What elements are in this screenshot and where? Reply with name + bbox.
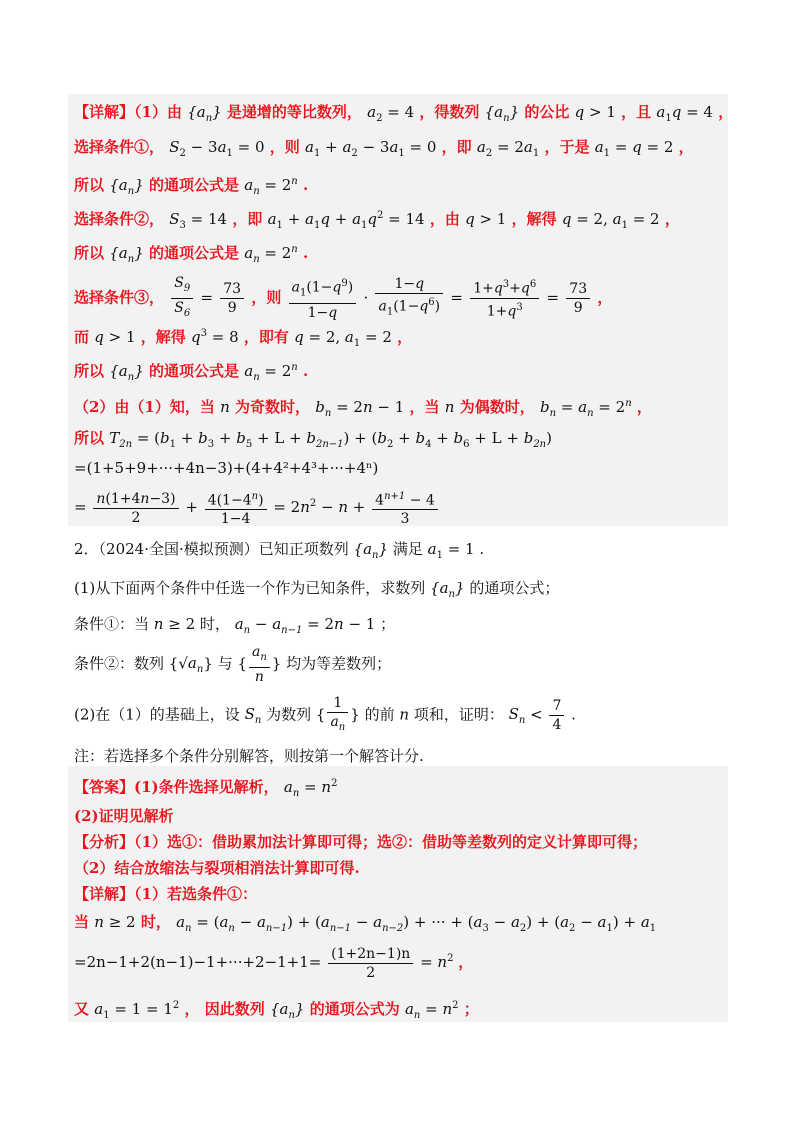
text: ，则 xyxy=(251,288,282,307)
text: (2)在（1）的基础上，设 xyxy=(74,705,240,724)
text: . xyxy=(479,540,485,558)
text: ， 因此数列 xyxy=(184,1000,265,1018)
text: 的前 xyxy=(364,705,395,724)
text: ，当 xyxy=(409,398,440,416)
text: 选择条件①， xyxy=(74,138,165,156)
text: 为奇数时， xyxy=(235,398,311,416)
q2-line-5: (2)在（1）的基础上，设 $S_n$ 为数列 { $\frac{1}{a_n}$ } 的前 n 项和，证明： $S_n$ < $\frac{7}{4}$ . xyxy=(74,695,576,733)
text: ，于是 xyxy=(544,138,590,156)
text: ， xyxy=(718,103,734,121)
text: 【详解】（1）由 xyxy=(74,103,182,121)
text: （2）由（1）知，当 xyxy=(74,398,215,416)
text: 当 xyxy=(74,913,90,931)
text: 均为等差数列； xyxy=(286,654,392,673)
q2-line-2: (1)从下面两个条件中任选一个作为已知条件，求数列 $\{a_n\}$ 的通项公式； xyxy=(74,579,560,600)
text: ，由 xyxy=(429,210,460,228)
text: ， xyxy=(678,138,694,156)
q2-line-1: 2．（2024·全国·模拟预测）已知正项数列 $\{a_n\}$ 满足 $a_1 = 1$ . xyxy=(74,540,485,561)
text: 项和，证明： xyxy=(413,705,504,724)
text: 满足 xyxy=(392,540,423,558)
sol2-analysis-1: 【分析】（1）选①：借助累加法计算即可得；选②：借助等差数列的定义计算即可得； xyxy=(74,833,647,851)
q2-note: 注：若选择多个条件分别解答，则按第一个解答计分. xyxy=(74,747,424,765)
text: . xyxy=(302,244,309,262)
sol1-line-5: 所以 $\{a_n\}$ 的通项公式是 $a_n = 2^n$ . xyxy=(74,244,309,265)
text: ， xyxy=(397,328,413,346)
sol2-analysis-2: （2）结合放缩法与裂项相消法计算即可得. xyxy=(74,859,360,877)
text: ，则 xyxy=(269,138,300,156)
q2-line-3: 条件①：当 n ≥ 2 时， $a_n - a_{n-1} = 2n - 1$ ； xyxy=(74,615,396,636)
text: 又 xyxy=(74,1000,90,1018)
text: 时， xyxy=(199,615,230,633)
sol1-line-12: = $\frac{n(1+4n-3)}{2}$ + $\frac{4(1-4^n)}{1-4}$ = $2n^2 - n$ + $\frac{4^{n+1} - 4}{3}$ xyxy=(74,484,440,528)
sol2-answer-2: (2)证明见解析 xyxy=(74,807,174,825)
text: 所以 xyxy=(74,429,105,447)
sol2-detail-1: 【详解】（1）若选条件①： xyxy=(74,885,257,903)
sol1-line-3: 所以 $\{a_n\}$ 的通项公式是 $a_n = 2^n$ . xyxy=(74,176,309,197)
text: ， xyxy=(636,398,652,416)
sol1-line-7: 而 q > 1 ，解得 $q^3 = 8$ ，即有 q = 2, $a_1 = 2$ ， xyxy=(74,328,413,349)
text: 而 xyxy=(74,328,90,346)
text: 2．（2024·全国·模拟预测）已知正项数列 xyxy=(74,540,349,558)
sol2-detail-3: =2n−1+2(n−1)−1+···+2−1+1= $\frac{(1+2n-1)n}{2}$ = $n^2$ ， xyxy=(74,945,474,981)
text: ； xyxy=(463,1000,479,1018)
text: 选择条件②， xyxy=(74,210,165,228)
text: 的通项公式是 xyxy=(148,176,239,194)
text: . xyxy=(571,705,576,724)
sol2-detail-4: 又 $a_1 = 1 = 1^2$ ， 因此数列 $\{a_n\}$ 的通项公式为 $a_n = n^2$ ； xyxy=(74,1000,479,1021)
text: ， xyxy=(597,288,613,307)
text: 与 xyxy=(217,654,233,673)
text: 为偶数时， xyxy=(459,398,535,416)
text: ，即 xyxy=(441,138,472,156)
sol1-line-1: 【详解】（1）由 $\{a_n\}$ 是递增的等比数列， $a_2 = 4$ ，得数列 $\{a_n\}$ 的公比 q > 1 ，且 $a_1q = 4$ ， xyxy=(74,103,734,124)
text: 的通项公式是 xyxy=(148,244,239,262)
text: 【答案】(1)条件选择见解析， xyxy=(74,778,279,796)
sol1-line-2: 选择条件①， $S_2 - 3a_1 = 0$ ，则 $a_1 + a_2 - 3a_1 = 0$ ，即 $a_2 = 2a_1$ ，于是 $a_1 = q = 2$ ， xyxy=(74,138,694,159)
text: 时， xyxy=(140,913,171,931)
text: (1)从下面两个条件中任选一个作为已知条件，求数列 xyxy=(74,579,426,597)
text: ； xyxy=(380,615,396,633)
sol1-line-8: 所以 $\{a_n\}$ 的通项公式是 $a_n = 2^n$ . xyxy=(74,362,309,383)
text: =2n−1+2(n−1)−1+···+2−1+1= xyxy=(74,953,322,971)
text: 所以 xyxy=(74,244,105,262)
text: 选择条件③， xyxy=(74,288,165,307)
text: ，解得 xyxy=(140,328,186,346)
text: 的通项公式是 xyxy=(148,362,239,380)
text: ，即 xyxy=(232,210,263,228)
sol1-line-4: 选择条件②， $S_3 = 14$ ，即 $a_1 + a_1q + a_1q^2 = 14$ ，由 q > 1 ，解得 q = 2, $a_1 = 2$ ， xyxy=(74,210,680,231)
text: ，解得 xyxy=(511,210,557,228)
text: ， xyxy=(458,953,474,971)
q2-line-4: 条件②：数列 $\{√a_n\}$ 与 { $\frac{a_n}{n}$ } 均为等差数列； xyxy=(74,644,392,685)
text: ，且 xyxy=(621,103,652,121)
text: 的公比 xyxy=(524,103,570,121)
sol1-line-6: 选择条件③， $\frac{S_9}{S_6}$ = $\frac{73}{9}$ ，则 $\frac{a_1(1-q^9)}{1-q}$ · $\frac{1-q}{a_1(1-q^6)}$ = $\frac{1+q^3+q^6}{1+q^3}$ = $\frac{73}{9}$ ， xyxy=(74,275,613,321)
text: 所以 xyxy=(74,176,105,194)
sol2-detail-2: 当 n ≥ 2 时， $a_n = (a_n - a_{n-1}) + (a_{n-1} - a_{n-2})$ + ··· + $(a_3 - a_2) + (a_2 - a_1) + a_1$ xyxy=(74,913,657,934)
text: 的通项公式为 xyxy=(309,1000,400,1018)
text: ，得数列 xyxy=(419,103,480,121)
text: . xyxy=(302,176,309,194)
text: 为数列 xyxy=(266,705,312,724)
text: ，即有 xyxy=(243,328,289,346)
sol1-line-9: （2）由（1）知，当 n 为奇数时， $b_n = 2n - 1$ ，当 n 为偶数时， $b_n = a_n = 2^n$ ， xyxy=(74,398,652,419)
text: 条件①：当 xyxy=(74,615,150,633)
text: ， xyxy=(664,210,680,228)
text: 是递增的等比数列， xyxy=(226,103,362,121)
text: . xyxy=(302,362,309,380)
text: 所以 xyxy=(74,362,105,380)
text: 的通项公式； xyxy=(469,579,560,597)
sol1-line-10: 所以 $T_{2n} = (b_1 + b_3 + b_5 + L + b_{2n-1}) + (b_2 + b_4 + b_6 + L + b_{2n})$ xyxy=(74,429,552,450)
sol2-answer: 【答案】(1)条件选择见解析， $a_n = n^2$ xyxy=(74,778,338,799)
text: 条件②：数列 xyxy=(74,654,165,673)
sol1-line-11: =(1+5+9+···+4n−3)+(4+4²+4³+···+4ⁿ) xyxy=(74,459,379,477)
